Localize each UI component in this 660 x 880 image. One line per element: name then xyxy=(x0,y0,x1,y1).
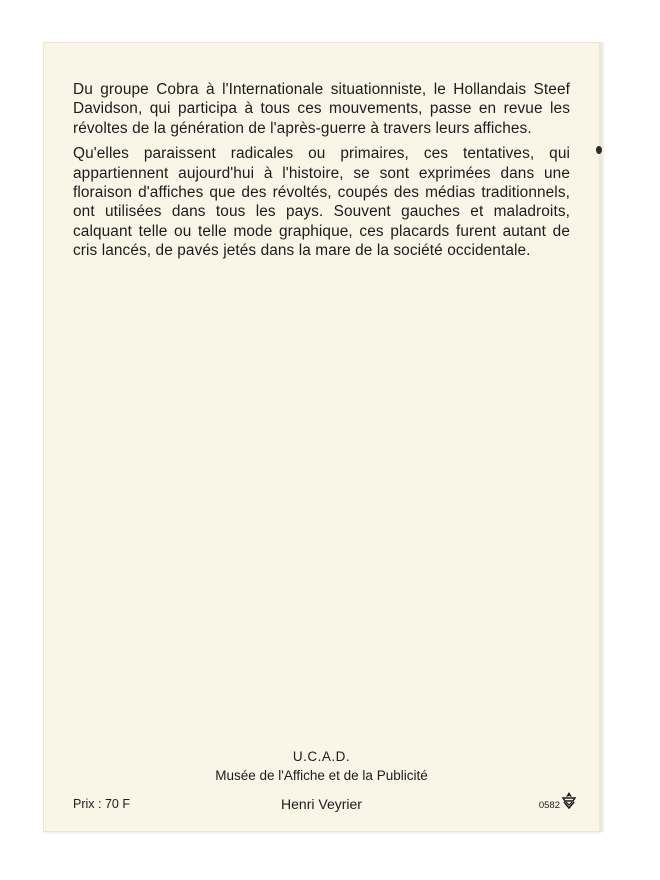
price-label: Prix : 70 F xyxy=(73,797,130,811)
blurb-paragraph-2: Qu'elles paraissent radicales ou primaires, ces tentatives, qui appartiennent aujourd'hui à l'histoire, se sont exprimées dans une floraison d'affiches que des révoltés, coupés des médias traditionnels, ont utilisées dans tous les pays. Souvent gauches et maladroits, calquant telle ou telle mode graphique, ces placards furent autant de cris lancés, de pavés jetés dans la mare de la société occidentale. xyxy=(73,145,570,260)
page-edge xyxy=(600,42,604,832)
blurb-paragraph-1: Du groupe Cobra à l'Internationale situationniste, le Hollandais Steef Davidson, qui participa à tous ces mouvements, passe en revue les révoltes de la génération de l'après-guerre à travers leurs affiches. xyxy=(73,81,570,137)
institution-abbreviation: U.C.A.D. xyxy=(292,749,351,764)
blurb-text xyxy=(73,80,570,267)
publisher-name: Henri Veyrier xyxy=(281,796,362,812)
book-back-cover xyxy=(43,42,600,832)
institution-name: Musée de l'Affiche et de la Publicité xyxy=(215,768,428,783)
publisher-logo-icon xyxy=(560,791,578,809)
edge-mark xyxy=(596,146,602,154)
catalog-code: 0582 xyxy=(538,800,560,811)
